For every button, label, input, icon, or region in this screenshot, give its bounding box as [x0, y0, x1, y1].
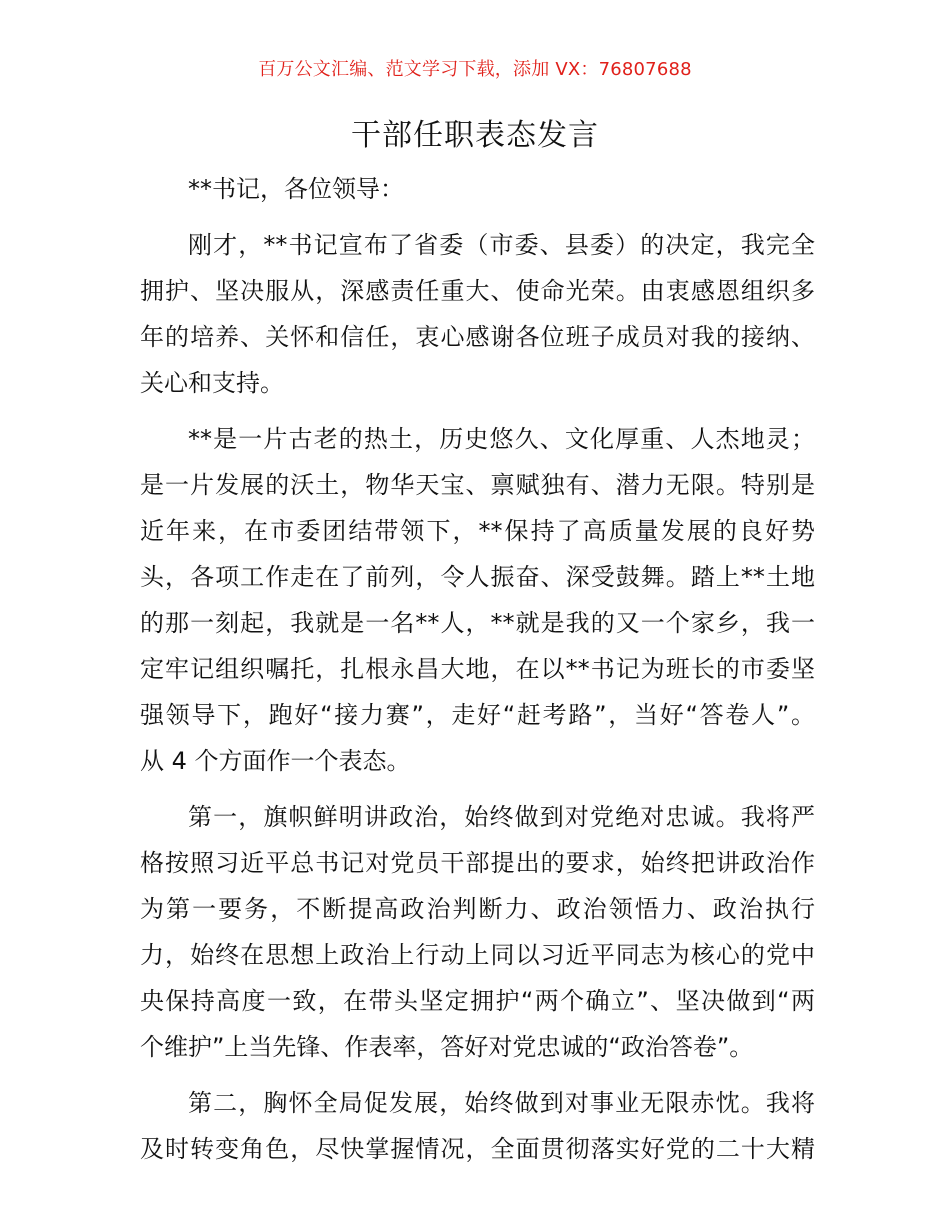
paragraph-3	[140, 794, 815, 1070]
salutation-paragraph	[140, 166, 815, 212]
text-line: 央保持高度一致，在带头坚定拥护“两个确立”、坚决做到“两	[140, 987, 815, 1015]
text-line: 第一，旗帜鲜明讲政治，始终做到对党绝对忠诚。我将严	[188, 803, 815, 831]
text-line: 近年来，在市委团结带领下，**保持了高质量发展的良好势	[140, 517, 815, 545]
text-line: 及时转变角色，尽快掌握情况，全面贯彻落实好党的二十大精	[140, 1135, 815, 1163]
text-line: 力，始终在思想上政治上行动上同以习近平同志为核心的党中	[140, 941, 815, 969]
header-banner: 百万公文汇编、范文学习下载，添加 VX：76807688	[258, 59, 692, 80]
text-line: 格按照习近平总书记对党员干部提出的要求，始终把讲政治作	[140, 849, 815, 877]
text-line: 是一片发展的沃土，物华天宝、禀赋独有、潜力无限。特别是	[140, 471, 815, 499]
text-line: 的那一刻起，我就是一名**人，**就是我的又一个家乡，我一	[140, 609, 815, 637]
text-line: 年的培养、关怀和信任，衷心感谢各位班子成员对我的接纳、	[140, 323, 815, 351]
paragraph-1	[140, 222, 815, 406]
text-line: 定牢记组织嘱托，扎根永昌大地，在以**书记为班长的市委坚	[140, 655, 815, 683]
salutation: **书记，各位领导：	[188, 175, 404, 203]
text-line: 从 4 个方面作一个表态。	[140, 747, 411, 775]
page-title: 干部任职表态发言	[351, 118, 599, 153]
text-line: 强领导下，跑好“接力赛”，走好“赶考路”，当好“答卷人”。	[140, 701, 815, 729]
text-line: 关心和支持。	[140, 369, 284, 397]
document-body	[140, 166, 815, 1182]
text-line: **是一片古老的热土，历史悠久、文化厚重、人杰地灵；	[188, 425, 815, 453]
text-line: 个维护”上当先锋、作表率，答好对党忠诚的“政治答卷”。	[140, 1033, 754, 1061]
text-line: 拥护、坚决服从，深感责任重大、使命光荣。由衷感恩组织多	[140, 277, 815, 305]
text-line: 头，各项工作走在了前列，令人振奋、深受鼓舞。踏上**土地	[140, 563, 815, 591]
text-line: 为第一要务，不断提高政治判断力、政治领悟力、政治执行	[140, 895, 815, 923]
paragraph-2	[140, 416, 815, 784]
text-line: 刚才，**书记宣布了省委（市委、县委）的决定，我完全	[188, 231, 815, 259]
text-line: 第二，胸怀全局促发展，始终做到对事业无限赤忱。我将	[188, 1089, 815, 1117]
paragraph-4	[140, 1080, 815, 1172]
